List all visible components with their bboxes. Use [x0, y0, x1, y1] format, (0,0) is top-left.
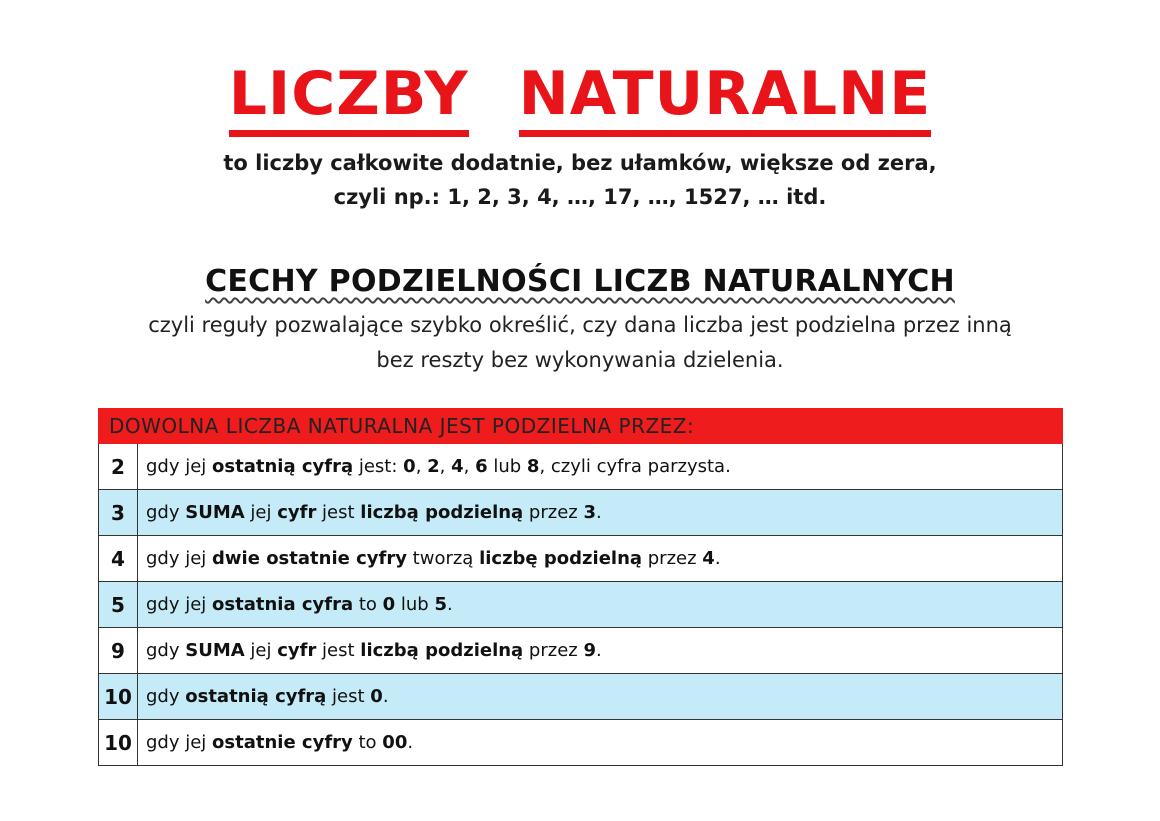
rule-text: tworzą	[406, 548, 480, 569]
rule-text: przez	[523, 640, 584, 661]
rule-text: to	[353, 594, 383, 615]
intro-line-2: czyli np.: 1, 2, 3, 4, …, 17, …, 1527, … itd.	[333, 185, 827, 209]
rule-bold-text: SUMA	[185, 640, 245, 661]
table-row	[99, 444, 1063, 490]
title-word-1: LICZBY	[229, 58, 469, 137]
rule-bold-text: 5	[434, 594, 447, 615]
intro-text	[0, 146, 1160, 214]
rule-cell	[138, 444, 1063, 490]
table-row	[99, 628, 1063, 674]
rule-text: gdy	[146, 640, 186, 661]
rule-text: ,	[463, 456, 476, 477]
rule-bold-text: SUMA	[185, 502, 245, 523]
rule-text: .	[407, 732, 414, 753]
rule-bold-text: 4	[451, 456, 464, 477]
rule-bold-text: ostatnie cyfry	[212, 732, 353, 753]
table-row	[99, 720, 1063, 766]
rule-bold-text: dwie ostatnie cyfry	[212, 548, 407, 569]
rule-text: gdy jej	[146, 456, 213, 477]
description-line-1: czyli reguły pozwalające szybko określić, czy dana liczba jest podzielna przez inną	[148, 313, 1012, 337]
rule-text: .	[595, 640, 602, 661]
section-heading	[0, 260, 1160, 304]
table-row	[99, 490, 1063, 536]
divisor-cell: 4	[99, 536, 138, 582]
rule-bold-text: 0	[403, 456, 416, 477]
rule-bold-text: 2	[427, 456, 440, 477]
table-row	[99, 674, 1063, 720]
rule-text: lub	[487, 456, 527, 477]
divisor-cell: 10	[99, 674, 138, 720]
rule-text: jej	[244, 640, 278, 661]
rule-bold-text: 00	[382, 732, 408, 753]
rule-text: .	[595, 502, 602, 523]
table-header: DOWOLNA LICZBA NATURALNA JEST PODZIELNA PRZEZ:	[99, 409, 1063, 444]
divisor-cell: 10	[99, 720, 138, 766]
rule-text: gdy jej	[146, 732, 213, 753]
rule-text: gdy jej	[146, 594, 213, 615]
rule-bold-text: 3	[583, 502, 596, 523]
rule-text: jej	[244, 502, 278, 523]
rule-bold-text: 9	[583, 640, 596, 661]
rule-text: .	[446, 594, 453, 615]
divisibility-table	[98, 408, 1063, 766]
rule-bold-text: ostatnią cyfrą	[212, 456, 354, 477]
rule-bold-text: ostatnia cyfra	[212, 594, 354, 615]
divisor-cell: 9	[99, 628, 138, 674]
rule-text: jest	[316, 640, 361, 661]
rule-bold-text: 6	[475, 456, 488, 477]
rule-text: jest	[316, 502, 361, 523]
rule-cell	[138, 720, 1063, 766]
intro-line-1: to liczby całkowite dodatnie, bez ułamków, większe od zera,	[223, 151, 937, 175]
divisor-cell: 2	[99, 444, 138, 490]
rule-bold-text: liczbą podzielną	[360, 640, 524, 661]
rule-bold-text: 8	[526, 456, 540, 477]
rule-text: jest	[326, 686, 371, 707]
rule-text: to	[352, 732, 383, 753]
rule-text: jest:	[353, 456, 404, 477]
rule-cell	[138, 536, 1063, 582]
rule-cell	[138, 628, 1063, 674]
rule-text: gdy	[146, 502, 186, 523]
rule-bold-text: liczbę podzielną	[479, 548, 643, 569]
table-header-row	[99, 409, 1063, 444]
rule-cell	[138, 490, 1063, 536]
section-heading-text: CECHY PODZIELNOŚCI LICZB NATURALNYCH	[205, 264, 955, 299]
table-row	[99, 536, 1063, 582]
rule-bold-text: cyfr	[277, 640, 317, 661]
rule-bold-text: 0	[382, 594, 396, 615]
divisor-cell: 5	[99, 582, 138, 628]
rule-text: .	[714, 548, 721, 569]
rule-bold-text: liczbą podzielną	[360, 502, 524, 523]
description-line-2: bez reszty bez wykonywania dzielenia.	[376, 348, 784, 372]
rule-text: przez	[642, 548, 703, 569]
table-row	[99, 582, 1063, 628]
rule-cell	[138, 582, 1063, 628]
rule-text: , czyli cyfra parzysta.	[539, 456, 731, 477]
rule-bold-text: cyfr	[277, 502, 317, 523]
divisor-cell: 3	[99, 490, 138, 536]
rule-bold-text: 0	[370, 686, 383, 707]
rule-bold-text: 4	[702, 548, 715, 569]
rule-text: ,	[439, 456, 452, 477]
rule-text: gdy	[146, 686, 186, 707]
section-description	[0, 308, 1160, 378]
rule-cell	[138, 674, 1063, 720]
rule-text: lub	[395, 594, 435, 615]
rule-text: przez	[523, 502, 584, 523]
rule-text: ,	[415, 456, 428, 477]
page-title	[0, 58, 1160, 137]
rule-bold-text: ostatnią cyfrą	[185, 686, 327, 707]
title-word-2: NATURALNE	[519, 58, 932, 137]
rule-text: gdy jej	[146, 548, 213, 569]
rule-text: .	[382, 686, 389, 707]
